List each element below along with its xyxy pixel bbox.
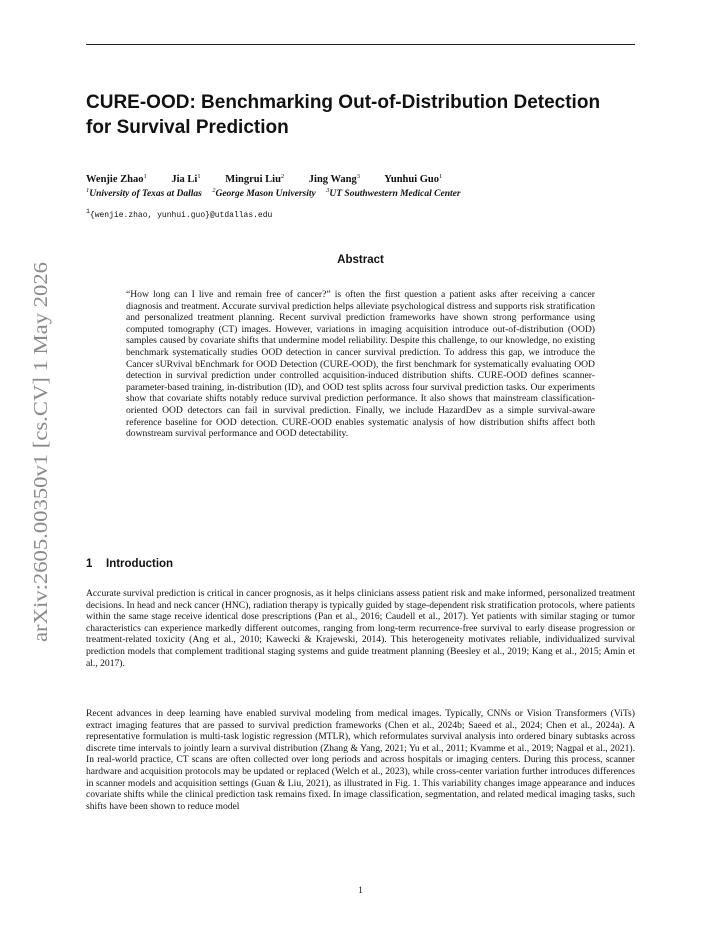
author [309,174,360,185]
section-title: Introduction [106,558,174,570]
paper-title [86,90,646,140]
author-name: Mingrui Liu [225,174,281,185]
author-affiliation-mark: 1 [197,173,201,180]
abstract-body: “How long can I live and remain free of cancer?” is often the first question a patient asks after receiving a cancer diagnosis and treatment. Accurate survival prediction helps alleviate psychological distress and supports risk stratification and personalized treatment planning. Recent survival prediction frameworks have shown strong performance using computed tomography (CT) images. However, variations in imaging acquisition introduce out-of-distribution (OOD) samples caused by covariate shifts that undermine model reliability. Despite this challenge, to our knowledge, no existing benchmark systematically studies OOD detection in cancer survival prediction. To address this gap, we introduce the Cancer sURvival bEnchmark for OOD Detection (CURE-OOD), the first benchmark for systematically evaluating OOD detection in survival prediction under controlled acquisition-induced distribution shifts. CURE-OOD defines scanner-parameter-based training, in-distribution (ID), and OOD test splits across four survival prediction tasks. Our experiments show that covariate shifts notably reduce survival prediction performance. It also shows that mainstream classification-oriented OOD detectors can fail in survival prediction. Finally, we include HazardDev as a simple survival-aware reference baseline for OOD detection. CURE-OOD enables systematic analysis of how distribution shifts affect both downstream survival performance and OOD detectability. [126,289,595,440]
affiliation-name: UT Southwestern Medical Center [329,189,461,199]
author [225,174,284,185]
section-heading-introduction [86,558,635,570]
section-number: 1 [86,558,93,570]
author-name: Wenjie Zhao [86,174,144,185]
author [86,174,147,185]
author-list [86,173,646,185]
author-affiliation-mark: 1 [439,173,443,180]
arxiv-identifier-stamp [14,0,54,932]
introduction-paragraph: Accurate survival prediction is critical in cancer prognosis, as it helps clinicians assess patient risk and make informed, personalized treatment decisions. In head and neck cancer (HNC), radiation therapy is typically guided by stage-dependent risk stratification protocols, where patients within the same stage receive identical dose prescriptions (Pan et al., 2016; Caudell et al., 2017). Yet patients with similar staging or tumor characteristics can experience markedly different outcomes, ranging from long-term recurrence-free survival to early disease progression or treatment-related toxicity (Ang et al., 2010; Kawecki & Krajewski, 2014). This heterogeneity motivates reliable, individualized survival prediction models that complement traditional staging systems and guide treatment planning (Beesley et al., 2019; Kang et al., 2015; Amin et al., 2017). [86,588,635,669]
affiliation [212,189,316,199]
author [171,174,200,185]
author [384,174,442,185]
abstract-heading: Abstract [337,254,384,266]
affiliation-mark: 1 [86,187,90,194]
contact-email [86,208,646,220]
affiliation [86,189,202,199]
title-line: CURE-OOD: Benchmarking Out-of-Distribution Detection [86,92,601,113]
title-line: for Survival Prediction [86,117,289,138]
top-rule [86,44,635,45]
introduction-paragraph: Recent advances in deep learning have enabled survival modeling from medical images. Typically, CNNs or Vision Transformers (ViTs) extract imaging features that are passed to survival prediction frameworks (Chen et al., 2024b; Saeed et al., 2024; Chen et al., 2024a). A representative formulation is multi-task logistic regression (MTLR), which reformulates survival analysis into ordered binary subtasks across discrete time intervals to jointly learn a survival distribution (Zhang & Yang, 2021; Yu et al., 2011; Kvamme et al., 2019; Nagpal et al., 2021). In real-world practice, CT scans are often collected over long periods and across hospitals or imaging centers. During this process, scanner hardware and acquisition protocols may be updated or replaced (Welch et al., 2023), while cross-center variation further introduces differences in scanner models and acquisition settings (Guan & Liu, 2021), as illustrated in Fig. 1. This variability changes image appearance and induces covariate shifts while the clinical prediction task remains fixed. In image classification, segmentation, and related medical imaging tasks, such shifts have been shown to reduce model [86,708,635,812]
affiliation-list [86,187,646,199]
affiliation-mark: 3 [326,187,330,194]
author-name: Yunhui Guo [384,174,440,185]
affiliation [326,189,460,199]
author-name: Jia Li [171,174,198,185]
email-text: {wenjie.zhao, yunhui.guo}@utdallas.edu [89,211,273,220]
page-number: 1 [358,885,363,896]
affiliation-name: University of Texas at Dallas [89,189,202,199]
author-affiliation-mark: 2 [280,173,285,180]
arxiv-identifier-text: arXiv:2605.00350v1 [cs.CV] 1 May 2026 [31,314,52,642]
author-affiliation-mark: 3 [356,173,360,180]
email-affiliation-mark: 1 [86,208,90,215]
author-affiliation-mark: 1 [143,173,147,180]
affiliation-name: George Mason University [215,189,316,199]
author-name: Jing Wang [308,174,357,185]
affiliation-mark: 2 [212,187,216,194]
